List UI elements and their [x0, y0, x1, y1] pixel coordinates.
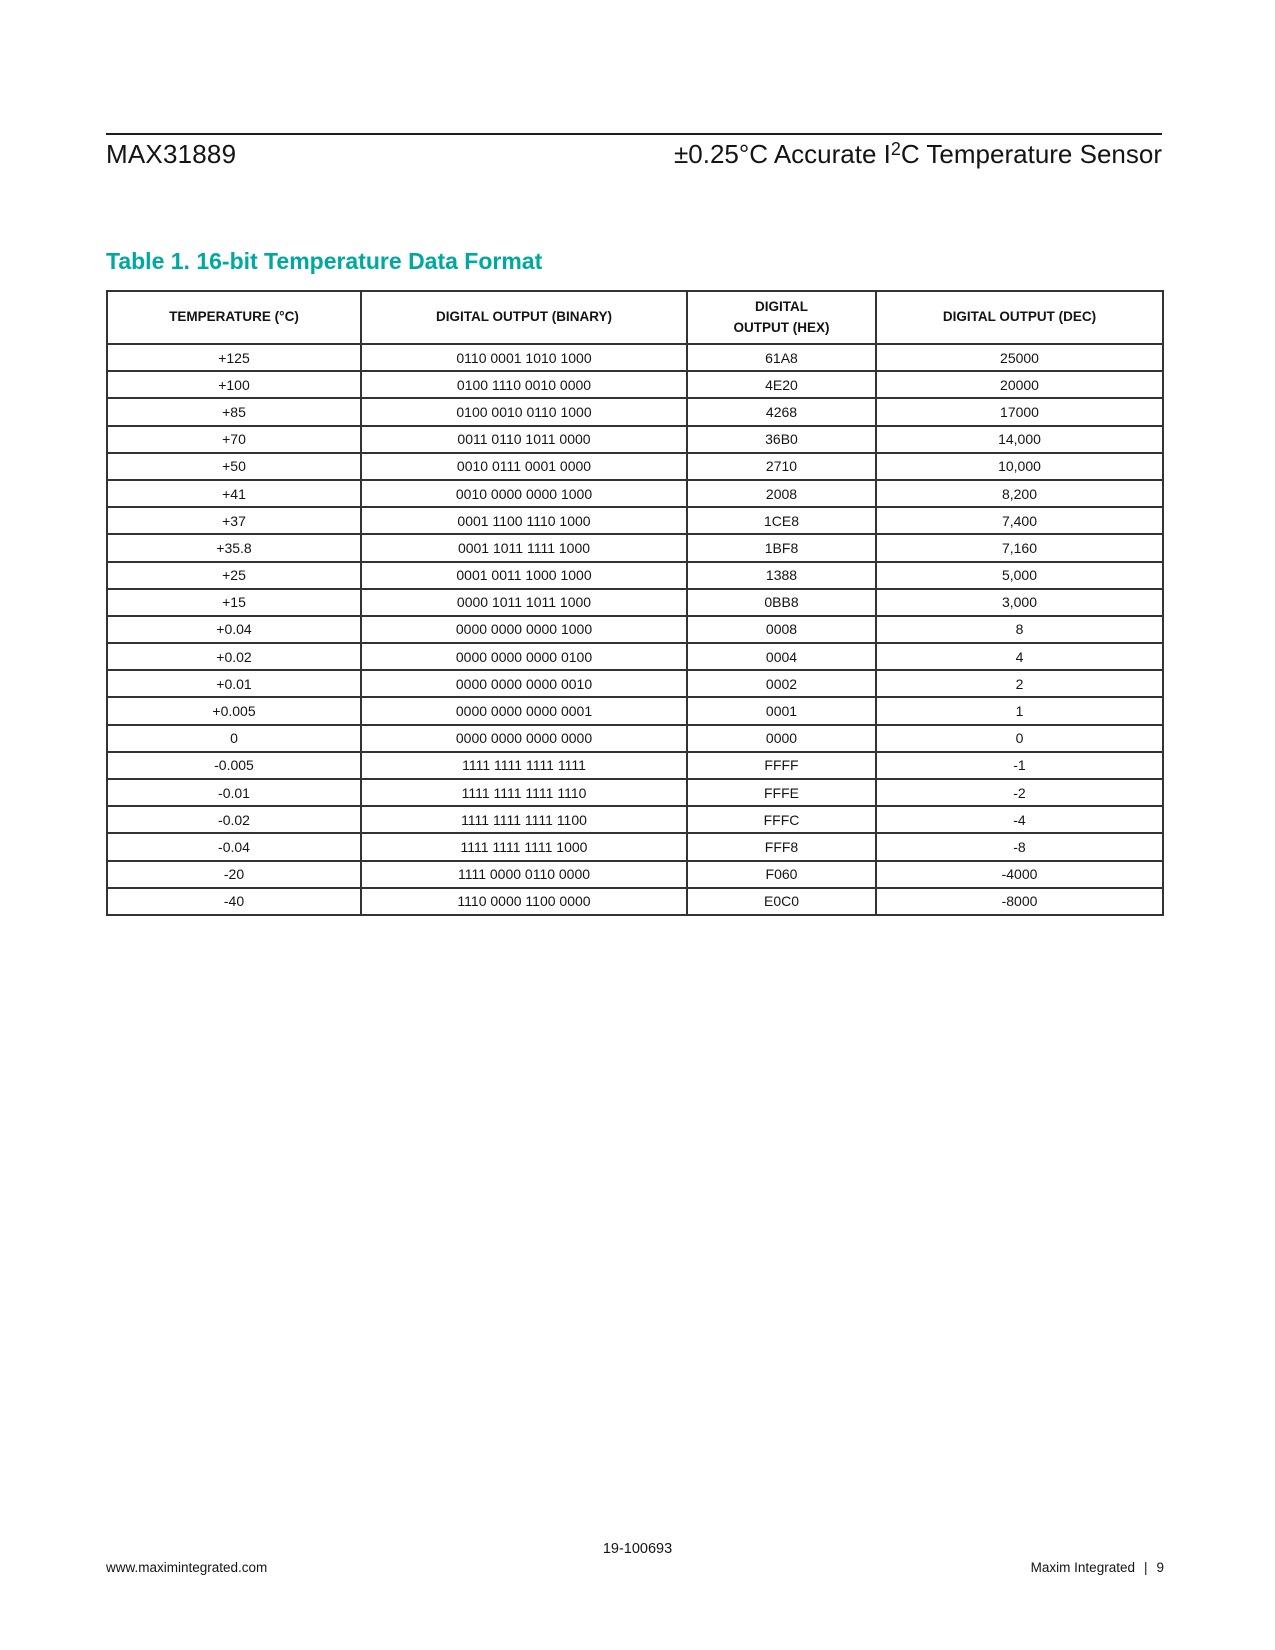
- table-cell: 20000: [876, 371, 1163, 398]
- table-header-cell: DIGITAL OUTPUT (BINARY): [361, 291, 687, 344]
- table-body: [107, 344, 1163, 915]
- table-cell: 0010 0111 0001 0000: [361, 453, 687, 480]
- table-cell: 1111 0000 0110 0000: [361, 861, 687, 888]
- table-cell: -8: [876, 833, 1163, 860]
- table-row: [107, 562, 1163, 589]
- table-cell: 10,000: [876, 453, 1163, 480]
- table-row: [107, 398, 1163, 425]
- table-row: [107, 725, 1163, 752]
- table-cell: 1CE8: [687, 507, 876, 534]
- table-cell: FFFE: [687, 779, 876, 806]
- table-cell: +15: [107, 589, 361, 616]
- table-cell: 0: [107, 725, 361, 752]
- table-cell: 0000: [687, 725, 876, 752]
- table-cell: 3,000: [876, 589, 1163, 616]
- table-cell: 4E20: [687, 371, 876, 398]
- table-cell: 0001 1100 1110 1000: [361, 507, 687, 534]
- table-header-cell: TEMPERATURE (°C): [107, 291, 361, 344]
- table-cell: -20: [107, 861, 361, 888]
- table-row: [107, 616, 1163, 643]
- footer-company-page: [1031, 1560, 1164, 1575]
- table-cell: 0BB8: [687, 589, 876, 616]
- table-cell: 25000: [876, 344, 1163, 371]
- table-cell: 0000 0000 0000 0010: [361, 670, 687, 697]
- table-cell: 0004: [687, 643, 876, 670]
- table-cell: +125: [107, 344, 361, 371]
- table-cell: 4268: [687, 398, 876, 425]
- table-cell: FFFC: [687, 806, 876, 833]
- table-cell: 0001: [687, 697, 876, 724]
- table-cell: +35.8: [107, 534, 361, 561]
- table-cell: 0000 0000 0000 0001: [361, 697, 687, 724]
- table-cell: +0.005: [107, 697, 361, 724]
- table-cell: 1BF8: [687, 534, 876, 561]
- table-cell: 1111 1111 1111 1000: [361, 833, 687, 860]
- table-cell: 36B0: [687, 426, 876, 453]
- table-row: [107, 888, 1163, 915]
- table-row: [107, 371, 1163, 398]
- table-cell: -1: [876, 752, 1163, 779]
- table-cell: 2710: [687, 453, 876, 480]
- table-cell: 0008: [687, 616, 876, 643]
- page-footer: [106, 1560, 1164, 1575]
- table-row: [107, 426, 1163, 453]
- footer-website: www.maximintegrated.com: [106, 1560, 268, 1575]
- table-cell: 0110 0001 1010 1000: [361, 344, 687, 371]
- table-row: [107, 643, 1163, 670]
- table-row: [107, 752, 1163, 779]
- table-cell: +25: [107, 562, 361, 589]
- table-cell: 0001 0011 1000 1000: [361, 562, 687, 589]
- table-cell: -4000: [876, 861, 1163, 888]
- table-cell: E0C0: [687, 888, 876, 915]
- table-cell: -40: [107, 888, 361, 915]
- table-cell: 0001 1011 1111 1000: [361, 534, 687, 561]
- table-row: [107, 779, 1163, 806]
- table-cell: 1: [876, 697, 1163, 724]
- footer-page-number: 9: [1156, 1560, 1164, 1575]
- table-cell: 0: [876, 725, 1163, 752]
- document-number: 19-100693: [602, 1541, 673, 1557]
- table-cell: 1111 1111 1111 1100: [361, 806, 687, 833]
- table-cell: 1111 1111 1111 1110: [361, 779, 687, 806]
- table-cell: 0100 1110 0010 0000: [361, 371, 687, 398]
- table-row: [107, 670, 1163, 697]
- table-row: [107, 861, 1163, 888]
- table-row: [107, 534, 1163, 561]
- page-title-suffix: C Temperature Sensor: [900, 139, 1162, 169]
- table-cell: +0.04: [107, 616, 361, 643]
- table-cell: 7,400: [876, 507, 1163, 534]
- table-cell: 1110 0000 1100 0000: [361, 888, 687, 915]
- table-cell: -0.02: [107, 806, 361, 833]
- table-cell: 17000: [876, 398, 1163, 425]
- table-row: [107, 833, 1163, 860]
- table-row: [107, 480, 1163, 507]
- table-head-row: [107, 291, 1163, 344]
- table-cell: 61A8: [687, 344, 876, 371]
- table-row: [107, 453, 1163, 480]
- table-row: [107, 806, 1163, 833]
- table-cell: 7,160: [876, 534, 1163, 561]
- page-title: [674, 139, 1162, 170]
- table-cell: FFFF: [687, 752, 876, 779]
- table-cell: 2: [876, 670, 1163, 697]
- table-cell: FFF8: [687, 833, 876, 860]
- table-cell: +41: [107, 480, 361, 507]
- table-cell: 1111 1111 1111 1111: [361, 752, 687, 779]
- table-cell: +0.02: [107, 643, 361, 670]
- table-cell: 14,000: [876, 426, 1163, 453]
- table-cell: +70: [107, 426, 361, 453]
- table-cell: -0.04: [107, 833, 361, 860]
- table-cell: +50: [107, 453, 361, 480]
- table-cell: +85: [107, 398, 361, 425]
- table-cell: 0002: [687, 670, 876, 697]
- page-header: [106, 133, 1162, 170]
- table-cell: 1388: [687, 562, 876, 589]
- page-title-superscript: 2: [890, 139, 901, 159]
- table-cell: -2: [876, 779, 1163, 806]
- table-cell: -4: [876, 806, 1163, 833]
- table-cell: 0011 0110 1011 0000: [361, 426, 687, 453]
- table-cell: -0.01: [107, 779, 361, 806]
- table-cell: 0100 0010 0110 1000: [361, 398, 687, 425]
- table-cell: 0000 0000 0000 0000: [361, 725, 687, 752]
- table-header-cell: DIGITAL OUTPUT (HEX): [687, 291, 876, 344]
- table-cell: 5,000: [876, 562, 1163, 589]
- table-cell: 0000 0000 0000 0100: [361, 643, 687, 670]
- table-cell: -0.005: [107, 752, 361, 779]
- product-name: MAX31889: [106, 139, 237, 169]
- page-title-prefix: ±0.25°C Accurate I: [674, 139, 891, 169]
- table-cell: -8000: [876, 888, 1163, 915]
- table-cell: 4: [876, 643, 1163, 670]
- table-cell: +37: [107, 507, 361, 534]
- table-row: [107, 697, 1163, 724]
- table-cell: F060: [687, 861, 876, 888]
- temperature-data-table: [106, 290, 1164, 916]
- table-title: Table 1. 16-bit Temperature Data Format: [106, 248, 543, 274]
- table-cell: 0000 1011 1011 1000: [361, 589, 687, 616]
- table-cell: 8,200: [876, 480, 1163, 507]
- table-cell: 0010 0000 0000 1000: [361, 480, 687, 507]
- table-row: [107, 344, 1163, 371]
- table-row: [107, 589, 1163, 616]
- footer-company: Maxim Integrated: [1030, 1560, 1135, 1575]
- footer-separator: |: [1143, 1560, 1148, 1575]
- table-cell: 0000 0000 0000 1000: [361, 616, 687, 643]
- table-cell: +100: [107, 371, 361, 398]
- table-cell: 2008: [687, 480, 876, 507]
- table-cell: 8: [876, 616, 1163, 643]
- table-header-cell: DIGITAL OUTPUT (DEC): [876, 291, 1163, 344]
- table-cell: +0.01: [107, 670, 361, 697]
- table-head: [107, 291, 1163, 344]
- table-row: [107, 507, 1163, 534]
